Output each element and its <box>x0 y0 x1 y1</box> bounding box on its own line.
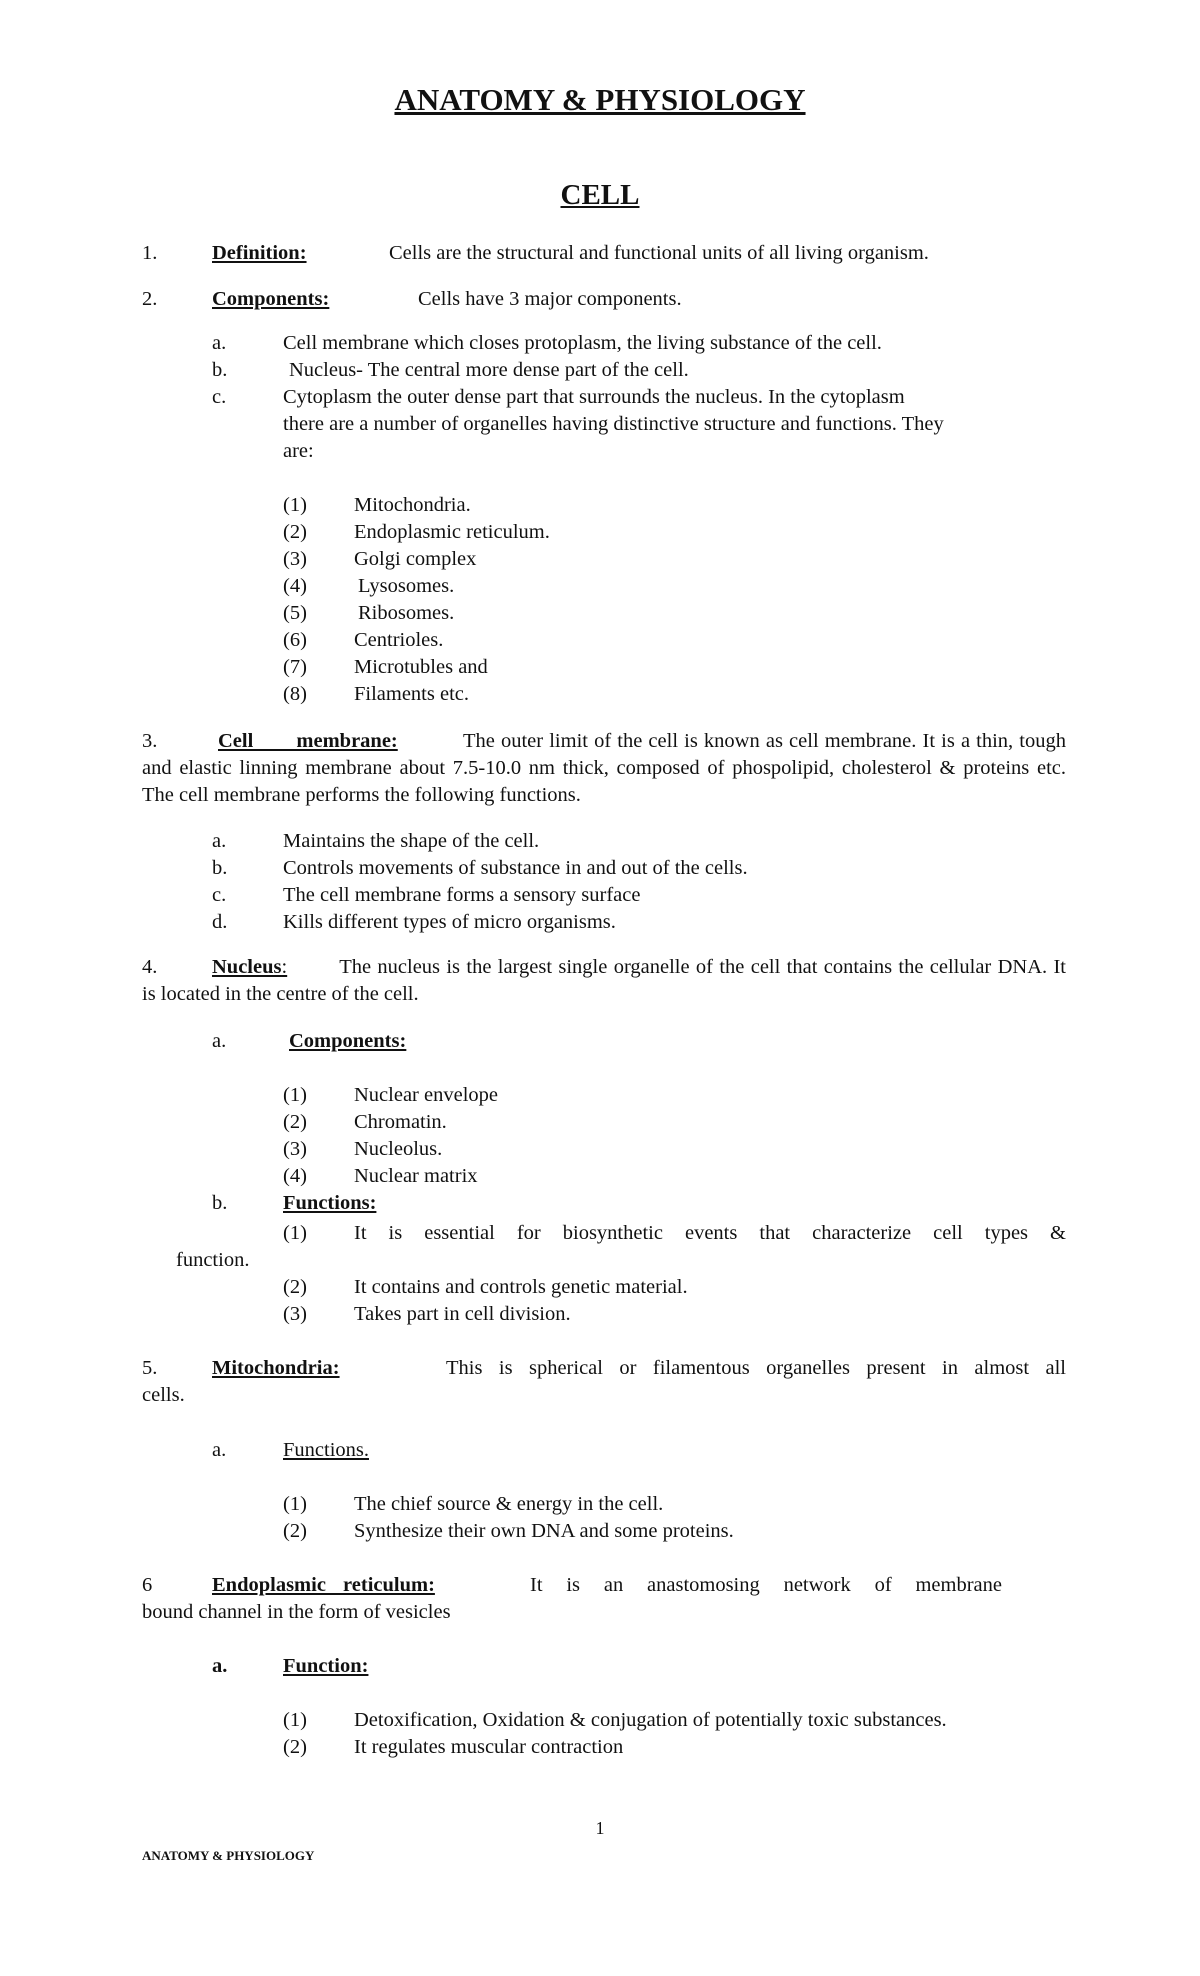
list-item: Cytoplasm the outer dense part that surrounds the nucleus. In the cytoplasm <box>283 386 905 408</box>
sub-list-item: Lysosomes. <box>358 575 455 597</box>
section-text-continued: bound channel in the form of vesicles <box>142 1601 451 1623</box>
list-marker: d. <box>212 911 228 933</box>
list-item-continued: there are a number of organelles having distinctive structure and functions. They <box>283 413 944 435</box>
sub-list-marker: (3) <box>283 1303 307 1325</box>
sub-list-item: Detoxification, Oxidation & conjugation of potentially toxic substances. <box>354 1709 947 1731</box>
list-marker: a. <box>212 1655 228 1677</box>
page-subtitle: CELL <box>560 179 640 211</box>
section-number: 2. <box>142 288 158 310</box>
section-paragraph <box>142 728 1066 809</box>
section-label: Definition: <box>212 242 307 264</box>
section-text: This is spherical or filamentous organelles present in almost all <box>446 1357 1066 1379</box>
sub-list-item: Nuclear matrix <box>354 1165 478 1187</box>
list-item: Nucleus- The central more dense part of the cell. <box>289 359 689 381</box>
section-text: It is an anastomosing network of membrane <box>530 1574 1002 1596</box>
sub-heading: Components: <box>289 1030 407 1052</box>
list-marker: b. <box>212 1192 228 1214</box>
sub-list-item: Filaments etc. <box>354 683 470 705</box>
section-text: The nucleus is the largest single organelle of the cell that contains the cellular DNA. It is located in the centre of the cell. <box>142 956 1066 1005</box>
sub-list-item: It regulates muscular contraction <box>354 1736 624 1758</box>
list-marker: c. <box>212 386 227 408</box>
list-marker: c. <box>212 884 227 906</box>
section-number: 5. <box>142 1357 158 1379</box>
page-title: ANATOMY & PHYSIOLOGY <box>394 82 806 117</box>
section-text: Cells are the structural and functional units of all living organism. <box>389 242 929 264</box>
sub-list-item: It is essential for biosynthetic events that characterize cell types & <box>354 1222 1066 1244</box>
sub-list-marker: (1) <box>283 1222 307 1244</box>
sub-list-marker: (1) <box>283 494 307 516</box>
list-marker: a. <box>212 332 227 354</box>
sub-list-marker: (2) <box>283 1111 307 1133</box>
section-text: Cells have 3 major components. <box>418 288 682 310</box>
sub-list-item-continued: function. <box>176 1249 250 1271</box>
sub-list-item: Mitochondria. <box>354 494 471 516</box>
sub-list-item: Centrioles. <box>354 629 444 651</box>
list-marker: b. <box>212 857 228 879</box>
sub-list-item: Endoplasmic reticulum. <box>354 521 550 543</box>
section-number: 4. <box>142 956 158 978</box>
section-text-continued: cells. <box>142 1384 185 1406</box>
section-label: Mitochondria: <box>212 1357 340 1379</box>
section-label: Endoplasmic reticulum: <box>212 1574 435 1596</box>
sub-list-marker: (1) <box>283 1493 307 1515</box>
sub-list-marker: (2) <box>283 1276 307 1298</box>
sub-list-marker: (2) <box>283 1736 307 1758</box>
list-marker: a. <box>212 830 227 852</box>
sub-list-item: Chromatin. <box>354 1111 447 1133</box>
section-label: Components: <box>212 288 330 310</box>
section-paragraph <box>142 954 1066 1008</box>
section-text: The outer limit of the cell is known as cell membrane. It is a thin, tough and elastic linning membrane about 7.5-10.0 nm thick, composed of phospolipid, cholesterol & proteins etc. The cell membrane performs the following functions. <box>142 730 1066 806</box>
sub-list-item: Golgi complex <box>354 548 477 570</box>
sub-list-item: Microtubles and <box>354 656 488 678</box>
sub-list-marker: (3) <box>283 548 307 570</box>
list-item: Cell membrane which closes protoplasm, the living substance of the cell. <box>283 332 882 354</box>
list-item: Controls movements of substance in and out of the cells. <box>283 857 748 879</box>
list-item: Maintains the shape of the cell. <box>283 830 540 852</box>
sub-list-item: Ribosomes. <box>358 602 455 624</box>
sub-list-marker: (1) <box>283 1709 307 1731</box>
sub-heading: Function: <box>283 1655 369 1677</box>
sub-list-marker: (2) <box>283 1520 307 1542</box>
label-colon: : <box>281 956 288 978</box>
sub-heading: Functions. <box>283 1439 369 1461</box>
sub-list-item: It contains and controls genetic material. <box>354 1276 688 1298</box>
sub-list-item: Nucleolus. <box>354 1138 443 1160</box>
page-footer: ANATOMY & PHYSIOLOGY <box>142 1848 315 1863</box>
sub-list-marker: (4) <box>283 575 307 597</box>
sub-list-marker: (3) <box>283 1138 307 1160</box>
sub-list-item: The chief source & energy in the cell. <box>354 1493 664 1515</box>
list-marker: a. <box>212 1030 227 1052</box>
section-number: 1. <box>142 242 158 264</box>
section-number: 3. <box>142 730 158 752</box>
sub-heading: Functions: <box>283 1192 377 1214</box>
sub-list-marker: (8) <box>283 683 307 705</box>
page-number: 1 <box>595 1818 605 1838</box>
sub-list-marker: (6) <box>283 629 307 651</box>
sub-list-marker: (5) <box>283 602 307 624</box>
sub-list-marker: (4) <box>283 1165 307 1187</box>
list-item: The cell membrane forms a sensory surface <box>283 884 641 906</box>
section-number: 6 <box>142 1574 153 1596</box>
sub-list-item: Synthesize their own DNA and some proteins. <box>354 1520 734 1542</box>
list-item-continued: are: <box>283 440 314 462</box>
section-label: Cell membrane: <box>218 730 398 752</box>
section-label: Nucleus <box>212 956 282 978</box>
sub-list-marker: (1) <box>283 1084 307 1106</box>
list-marker: a. <box>212 1439 227 1461</box>
sub-list-marker: (2) <box>283 521 307 543</box>
list-marker: b. <box>212 359 228 381</box>
sub-list-item: Takes part in cell division. <box>354 1303 571 1325</box>
list-item: Kills different types of micro organisms. <box>283 911 616 933</box>
sub-list-marker: (7) <box>283 656 307 678</box>
sub-list-item: Nuclear envelope <box>354 1084 498 1106</box>
